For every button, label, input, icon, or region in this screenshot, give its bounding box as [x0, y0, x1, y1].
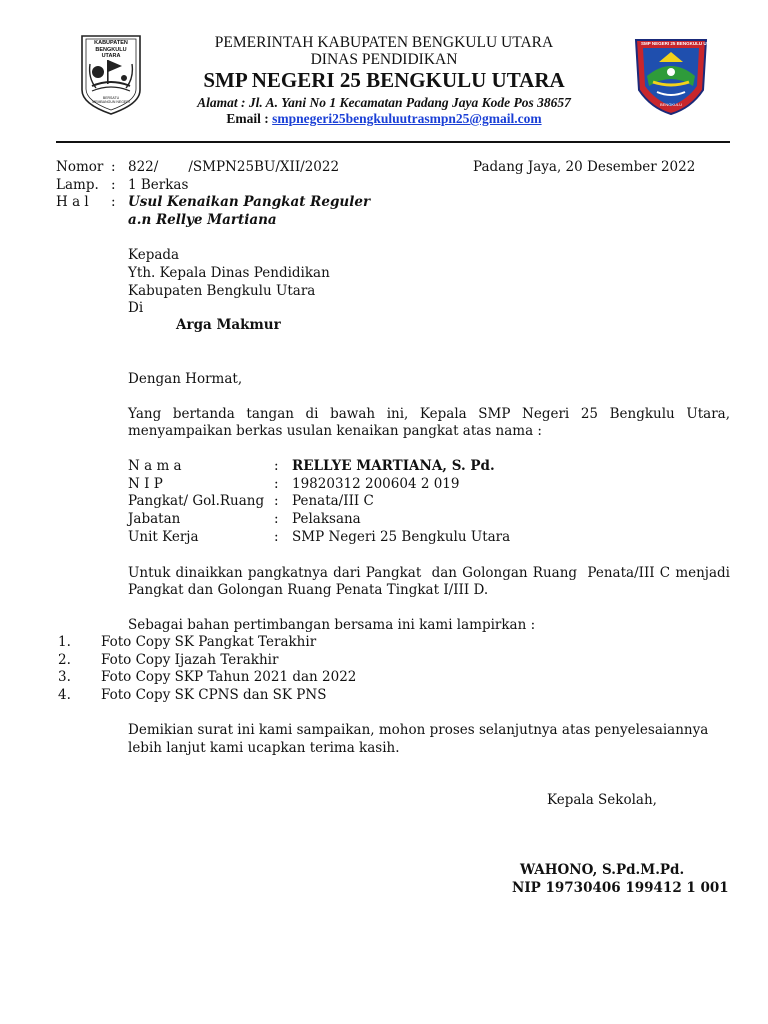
attachment-item: Foto Copy SK Pangkat Terakhir: [101, 634, 317, 650]
field-label-nama: N a m a: [128, 458, 182, 474]
regency-logo-motto: BERSATU MEMBANGUN NEGERI: [92, 96, 130, 104]
purpose-line1: Untuk dinaikkan pangkatnya dari Pangkat dan Golongan Ruang Penata/III C menjadi: [128, 565, 730, 581]
attachment-item: Foto Copy Ijazah Terakhir: [101, 652, 279, 668]
field-colon: :: [274, 511, 279, 527]
school-logo-bottom: BENGKULU: [659, 102, 682, 107]
nomor-value: 822/ /SMPN25BU/XII/2022: [128, 159, 340, 175]
email-link[interactable]: smpnegeri25bengkuluutrasmpn25@gmail.com: [272, 111, 542, 126]
attachment-item: Foto Copy SKP Tahun 2021 dan 2022: [101, 669, 357, 685]
field-value-nip: 19820312 200604 2 019: [292, 476, 460, 492]
closing-line1: Demikian surat ini kami sampaikan, mohon proses selanjutnya atas penyelesaiannya: [128, 722, 709, 738]
signature-title: Kepala Sekolah,: [547, 792, 657, 808]
school-name: SMP NEGERI 25 BENGKULU UTARA: [203, 68, 565, 92]
field-label-jabatan: Jabatan: [128, 511, 181, 527]
field-label-nip: N I P: [128, 476, 163, 492]
greeting: Dengan Hormat,: [128, 371, 243, 387]
recipient-line2: Yth. Kepala Dinas Pendidikan: [128, 265, 330, 281]
recipient-line4: Di: [128, 300, 144, 316]
field-colon: :: [274, 476, 279, 492]
field-label-pangkat: Pangkat/ Gol.Ruang: [128, 493, 265, 509]
attachment-number: 4.: [58, 687, 71, 703]
recipient-line1: Kepada: [128, 247, 180, 263]
signature-nip: NIP 19730406 199412 1 001: [512, 880, 729, 896]
attachment-intro: Sebagai bahan pertimbangan bersama ini kami lampirkan :: [128, 617, 536, 633]
lamp-value: 1 Berkas: [128, 177, 189, 193]
hal-colon: :: [111, 194, 116, 210]
nomor-colon: :: [111, 159, 116, 175]
attachment-item: Foto Copy SK CPNS dan SK PNS: [101, 687, 327, 703]
regency-logo-text: KABUPATEN BENGKULU UTARA: [94, 40, 128, 59]
school-logo-text: SMP NEGERI 25 BENGKULU UTARA: [641, 41, 719, 46]
letterhead-divider: [56, 141, 730, 143]
lamp-colon: :: [111, 177, 116, 193]
field-colon: :: [274, 458, 279, 474]
letterhead-line1: PEMERINTAH KABUPATEN BENGKULU UTARA: [214, 34, 554, 51]
hal-label: H a l: [56, 194, 89, 210]
nomor-label: Nomor: [56, 159, 104, 175]
school-address: Alamat : Jl. A. Yani No 1 Kecamatan Padang Jaya Kode Pos 38657: [197, 95, 571, 110]
hal-subject-line2: a.n Rellye Martiana: [128, 212, 277, 228]
recipient-line3: Kabupaten Bengkulu Utara: [128, 283, 316, 299]
email-label: Email :: [226, 111, 273, 126]
lamp-label: Lamp.: [56, 177, 99, 193]
letterhead-line2: DINAS PENDIDIKAN: [310, 51, 458, 68]
field-colon: :: [274, 529, 279, 545]
hal-subject-line1: Usul Kenaikan Pangkat Reguler: [128, 194, 371, 210]
field-label-unit: Unit Kerja: [128, 529, 199, 545]
attachment-number: 1.: [58, 634, 71, 650]
purpose-line2: Pangkat dan Golongan Ruang Penata Tingkat I/III D.: [128, 582, 489, 598]
closing-line2: lebih lanjut kami ucapkan terima kasih.: [128, 740, 400, 756]
field-value-pangkat: Penata/III C: [292, 493, 374, 509]
field-value-nama: RELLYE MARTIANA, S. Pd.: [292, 458, 495, 474]
field-value-unit: SMP Negeri 25 Bengkulu Utara: [292, 529, 511, 545]
intro-line2: menyampaikan berkas usulan kenaikan pangkat atas nama :: [128, 423, 542, 439]
signature-name: WAHONO, S.Pd.M.Pd.: [520, 862, 685, 878]
intro-line1: Yang bertanda tangan di bawah ini, Kepala SMP Negeri 25 Bengkulu Utara,: [128, 406, 730, 422]
field-value-jabatan: Pelaksana: [292, 511, 361, 527]
place-date: Padang Jaya, 20 Desember 2022: [473, 159, 696, 175]
field-colon: :: [274, 493, 279, 509]
attachment-number: 3.: [58, 669, 71, 685]
attachment-number: 2.: [58, 652, 71, 668]
recipient-city: Arga Makmur: [176, 317, 281, 333]
school-email-line: [0, 111, 768, 127]
